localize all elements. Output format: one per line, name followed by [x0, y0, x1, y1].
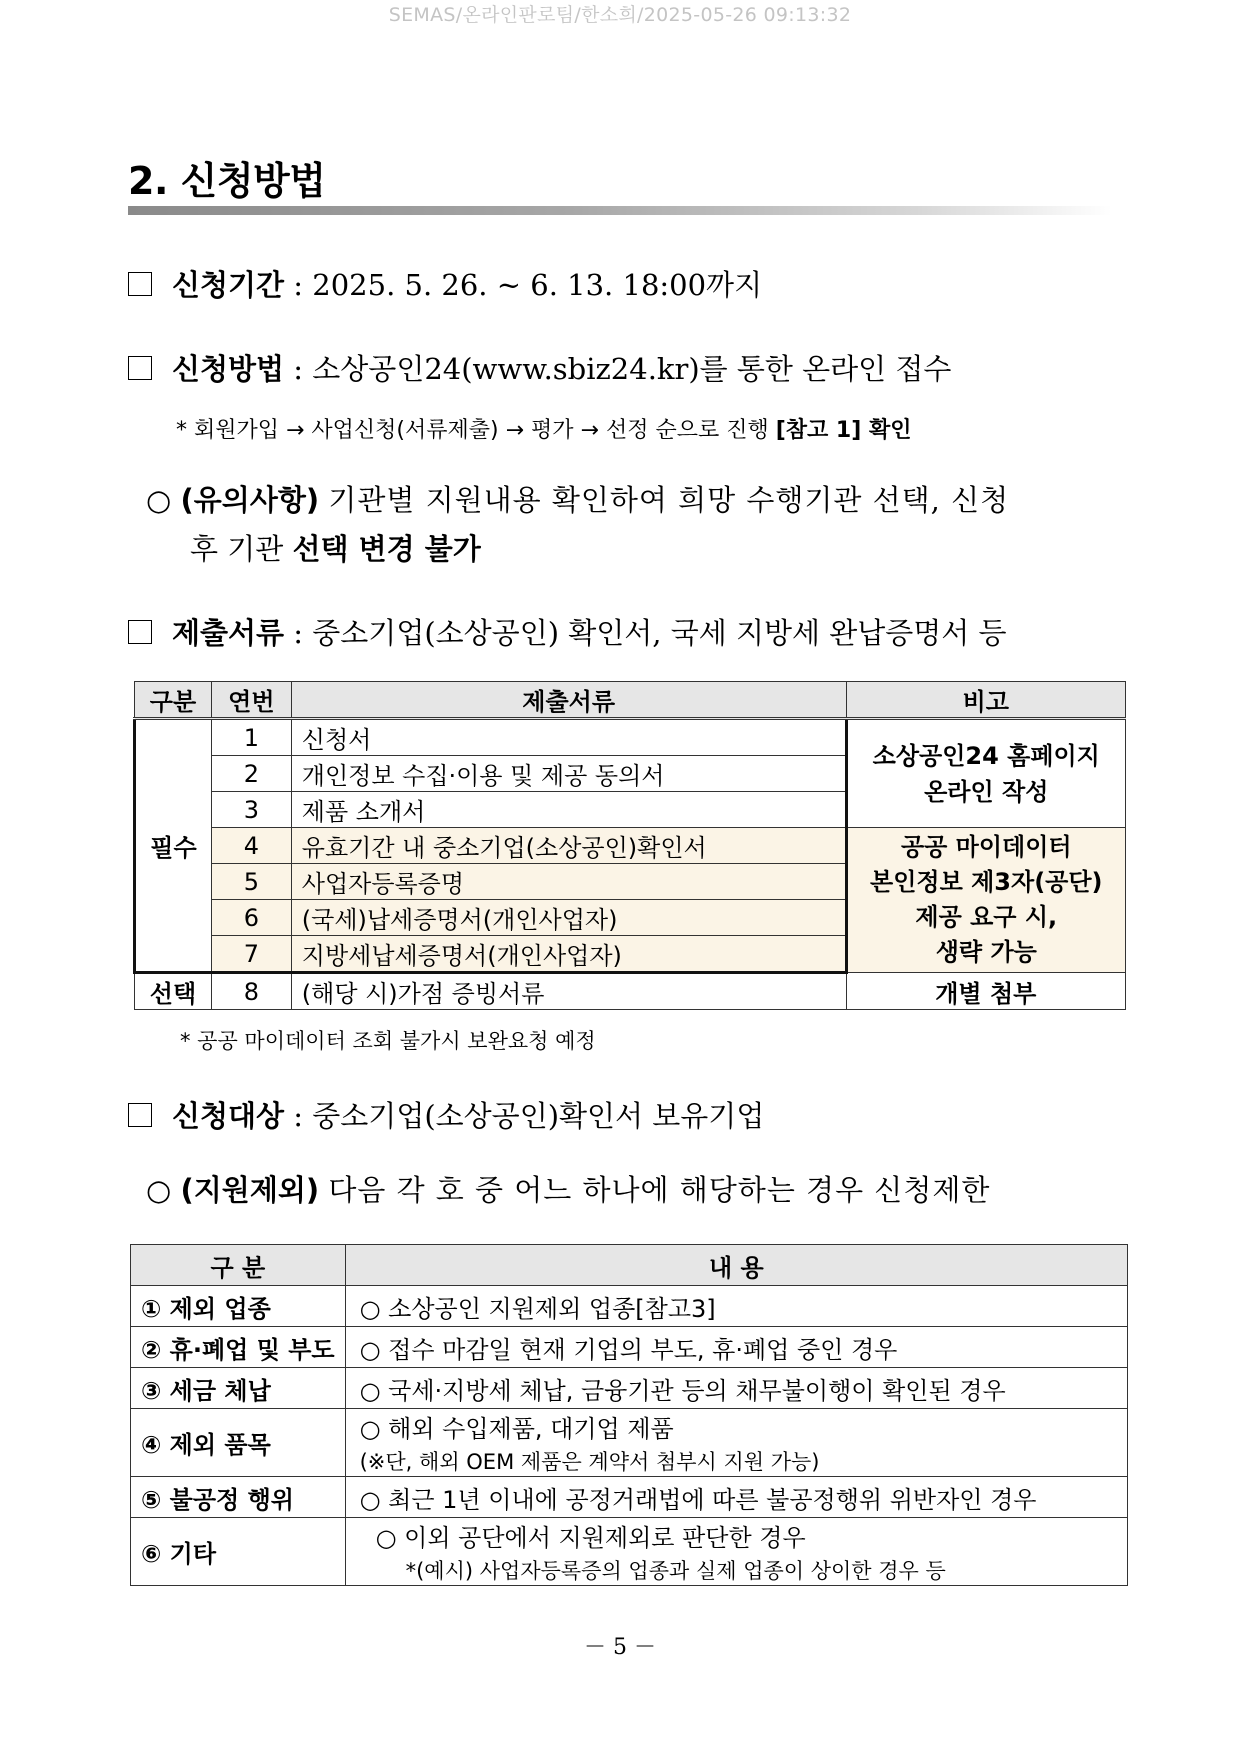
row-document: (국세)납세증명서(개인사업자) — [291, 900, 846, 936]
caution-line-1 — [146, 478, 1009, 519]
exclusion-content-cell — [345, 1518, 1127, 1586]
table-row — [131, 1286, 1128, 1327]
method-item — [128, 347, 951, 388]
docs-footnote: * 공공 마이데이터 조회 불가시 보완요청 예정 — [180, 1029, 596, 1053]
exclusion-category: ① 제외 업종 — [131, 1286, 346, 1327]
caution-line-2 — [190, 527, 481, 568]
exclusion-content: ○ 해외 수입제품, 대기업 제품 — [359, 1415, 674, 1443]
circle-bullet-icon: ○ — [146, 1173, 172, 1207]
row-document: (해당 시)가점 증빙서류 — [291, 973, 846, 1010]
method-value: 소상공인24(www.sbiz24.kr)를 통한 온라인 접수 — [312, 352, 952, 386]
remark-mydata-line-3: 제공 요구 시, — [915, 903, 1058, 931]
exclusion-category: ⑥ 기타 — [131, 1518, 346, 1586]
checkbox-square-icon — [128, 620, 152, 644]
docs-sep: : — [293, 616, 304, 650]
watermark: SEMAS/온라인판로팀/한소희/2025-05-26 09:13:32 — [388, 4, 852, 26]
row-number: 8 — [211, 973, 291, 1010]
documents-table — [133, 681, 1126, 1010]
exclusion-text: 다음 각 호 중 어느 하나에 해당하는 경우 신청제한 — [328, 1173, 991, 1207]
row-document: 신청서 — [291, 719, 846, 756]
remark-online-line-1: 소상공인24 홈페이지 — [872, 741, 1100, 770]
method-note — [176, 413, 911, 444]
docs-label: 제출서류 — [172, 616, 285, 650]
period-label: 신청기간 — [172, 268, 285, 302]
caution-bold: 선택 변경 불가 — [292, 532, 481, 566]
exclusion-category: ⑤ 불공정 행위 — [131, 1477, 346, 1518]
remark-mydata-line-4: 생략 가능 — [935, 937, 1037, 966]
exclusion-content-cell — [345, 1409, 1127, 1477]
remark-online — [846, 719, 1125, 828]
table-row — [135, 973, 1126, 1010]
table-row — [131, 1518, 1128, 1586]
remark-mydata — [846, 828, 1125, 973]
col-header-content: 내 용 — [345, 1245, 1127, 1286]
required-label: 필수 — [135, 719, 212, 973]
page-number: － 5 － — [584, 1635, 656, 1660]
col-header-category: 구분 — [135, 682, 212, 719]
caution-label: (유의사항) — [180, 483, 320, 517]
table-row — [135, 828, 1126, 864]
table-row — [131, 1477, 1128, 1518]
caution-text-1: 기관별 지원내용 확인하여 희망 수행기관 선택, 신청 — [328, 483, 1010, 517]
table-row — [131, 1368, 1128, 1409]
period-sep: : — [293, 268, 304, 302]
table-header-row — [131, 1245, 1128, 1286]
table-row — [135, 719, 1126, 756]
method-label: 신청방법 — [172, 352, 285, 386]
exclusion-table — [130, 1244, 1128, 1586]
exclusion-category: ③ 세금 체납 — [131, 1368, 346, 1409]
exclusion-content: ○ 소상공인 지원제외 업종[참고3] — [345, 1286, 1127, 1327]
row-number: 1 — [211, 719, 291, 756]
period-item — [128, 263, 762, 304]
section-title: 2. 신청방법 — [128, 159, 326, 203]
col-header-category: 구 분 — [131, 1245, 346, 1286]
exclusion-content: ○ 접수 마감일 현재 기업의 부도, 휴·폐업 중인 경우 — [345, 1327, 1127, 1368]
row-document: 제품 소개서 — [291, 792, 846, 828]
row-number: 6 — [211, 900, 291, 936]
exclusion-content: ○ 국세·지방세 체납, 금융기관 등의 채무불이행이 확인된 경우 — [345, 1368, 1127, 1409]
remark-attach: 개별 첨부 — [846, 973, 1125, 1010]
remark-mydata-line-1: 공공 마이데이터 — [900, 833, 1072, 862]
method-note-ref: [참고 1] 확인 — [775, 418, 912, 443]
exclusion-category: ④ 제외 품목 — [131, 1409, 346, 1477]
row-number: 5 — [211, 864, 291, 900]
row-document: 개인정보 수집·이용 및 제공 동의서 — [291, 756, 846, 792]
checkbox-square-icon — [128, 1103, 152, 1127]
exclusion-line — [146, 1168, 990, 1209]
target-label: 신청대상 — [172, 1099, 285, 1133]
exclusion-subnote: *(예시) 사업자등록증의 업종과 실제 업종이 상이한 경우 등 — [405, 1559, 946, 1583]
row-number: 4 — [211, 828, 291, 864]
target-value: 중소기업(소상공인)확인서 보유기업 — [312, 1099, 765, 1133]
method-note-text: * 회원가입 → 사업신청(서류제출) → 평가 → 선정 순으로 진행 — [176, 418, 769, 443]
table-row — [131, 1327, 1128, 1368]
circle-bullet-icon: ○ — [146, 483, 172, 517]
method-sep: : — [293, 352, 304, 386]
period-value: 2025. 5. 26. ~ 6. 13. 18:00까지 — [312, 268, 763, 302]
docs-value: 중소기업(소상공인) 확인서, 국세 지방세 완납증명서 등 — [312, 616, 1007, 650]
exclusion-subnote: (※단, 해외 OEM 제품은 계약서 첨부시 지원 가능) — [359, 1450, 820, 1474]
exclusion-label: (지원제외) — [180, 1173, 320, 1207]
col-header-document: 제출서류 — [291, 682, 846, 719]
remark-online-line-2: 온라인 작성 — [924, 777, 1049, 806]
exclusion-content: ○ 이외 공단에서 지원제외로 판단한 경우 — [375, 1524, 806, 1552]
exclusion-content: ○ 최근 1년 이내에 공정거래법에 따른 불공정행위 위반자인 경우 — [345, 1477, 1127, 1518]
row-document: 사업자등록증명 — [291, 864, 846, 900]
optional-label: 선택 — [135, 973, 212, 1010]
row-number: 3 — [211, 792, 291, 828]
caution-text-2: 후 기관 — [190, 532, 284, 566]
table-row — [131, 1409, 1128, 1477]
row-number: 7 — [211, 936, 291, 973]
table-header-row — [135, 682, 1126, 719]
target-item — [128, 1094, 764, 1135]
checkbox-square-icon — [128, 272, 152, 296]
row-document: 유효기간 내 중소기업(소상공인)확인서 — [291, 828, 846, 864]
target-sep: : — [293, 1099, 304, 1133]
remark-mydata-line-2: 본인정보 제3자(공단) — [870, 868, 1103, 897]
col-header-remark: 비고 — [846, 682, 1125, 719]
section-title-rule — [128, 206, 1112, 215]
checkbox-square-icon — [128, 356, 152, 380]
docs-item — [128, 611, 1007, 652]
col-header-number: 연번 — [211, 682, 291, 719]
exclusion-category: ② 휴·폐업 및 부도 — [131, 1327, 346, 1368]
row-number: 2 — [211, 756, 291, 792]
row-document: 지방세납세증명서(개인사업자) — [291, 936, 846, 973]
